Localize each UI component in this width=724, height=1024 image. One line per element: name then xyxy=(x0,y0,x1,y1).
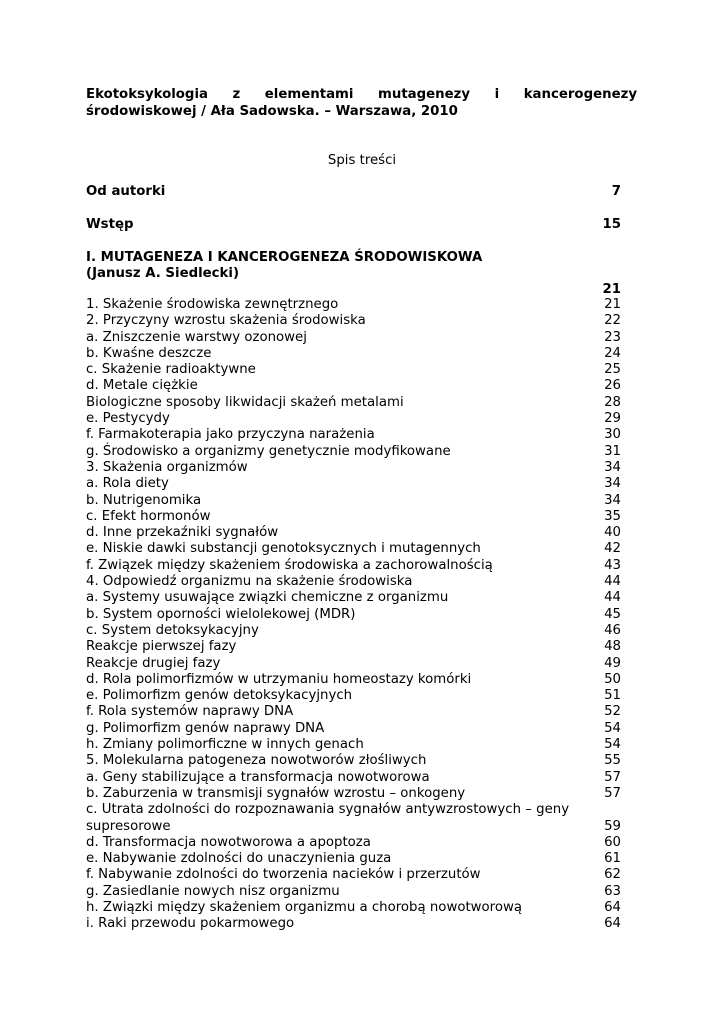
entry-title: Od autorki xyxy=(86,184,166,199)
toc-entry xyxy=(86,704,621,720)
toc-entry xyxy=(86,753,621,769)
entry-title: g. Zasiedlanie nowych nisz organizmu xyxy=(86,883,340,899)
toc-entry xyxy=(86,378,621,394)
title-line-1: Ekotoksykologia z elementami mutagenezy i kancerogenezy xyxy=(86,87,637,102)
entry-page: 21 xyxy=(604,297,621,312)
toc-entry xyxy=(86,297,621,313)
toc-entry xyxy=(86,721,621,737)
toc-entry-wstep xyxy=(86,216,621,233)
entry-title: f. Farmakoterapia jako przyczyna narażenia xyxy=(86,427,375,443)
toc-entry xyxy=(86,656,621,672)
toc-entry xyxy=(86,590,621,606)
chapter-page xyxy=(86,281,621,298)
chapter-author-text: (Janusz A. Siedlecki) xyxy=(86,266,240,281)
entry-title: g. Polimorfizm genów naprawy DNA xyxy=(86,720,325,736)
entry-page: 46 xyxy=(604,622,621,638)
chapter-author xyxy=(86,265,621,282)
toc-entry xyxy=(86,330,621,346)
entry-title: e. Nabywanie zdolności do unaczynienia guza xyxy=(86,851,392,867)
entry-page: 55 xyxy=(604,753,621,769)
entry-page: 34 xyxy=(604,476,621,492)
entry-title: g. Środowisko a organizmy genetycznie modyfikowane xyxy=(86,443,451,459)
entry-page: 35 xyxy=(604,508,621,524)
title-line-2: środowiskowej / Ała Sadowska. – Warszawa, 2010 xyxy=(86,104,458,119)
entry-title: c. Utrata zdolności do rozpoznawania sygnałów antywzrostowych – geny supresorowe xyxy=(86,802,570,834)
entry-page: 44 xyxy=(604,590,621,606)
entry-page: 26 xyxy=(604,378,621,394)
entry-page: 60 xyxy=(604,834,621,850)
toc-entry xyxy=(86,835,621,851)
entry-title: Reakcje drugiej fazy xyxy=(86,655,221,671)
entry-title: d. Rola polimorfizmów w utrzymaniu homeostazy komórki xyxy=(86,671,472,687)
entry-title: d. Inne przekaźniki sygnałów xyxy=(86,525,279,541)
toc-entry xyxy=(86,541,621,557)
entry-title: e. Pestycydy xyxy=(86,411,170,427)
entry-title: 1. Skażenie środowiska zewnętrznego xyxy=(86,297,339,312)
entry-title: c. System detoksykacyjny xyxy=(86,622,259,638)
entry-page: 34 xyxy=(604,492,621,508)
toc-entry xyxy=(86,444,621,460)
entry-page: 62 xyxy=(604,867,621,883)
entry-page: 64 xyxy=(604,899,621,915)
entry-title: d. Transformacja nowotworowa a apoptoza xyxy=(86,834,371,850)
toc-entry xyxy=(86,688,621,704)
toc-entry xyxy=(86,509,621,525)
entry-page: 15 xyxy=(602,217,621,232)
toc-entry xyxy=(86,427,621,443)
entry-page: 57 xyxy=(604,785,621,801)
entry-page: 29 xyxy=(604,411,621,427)
toc-entry xyxy=(86,884,621,900)
toc-entry xyxy=(86,867,621,883)
entry-page: 52 xyxy=(604,704,621,720)
entry-title: f. Związek między skażeniem środowiska a zachorowalnością xyxy=(86,557,493,573)
entry-title: e. Polimorfizm genów detoksykacyjnych xyxy=(86,688,353,704)
entry-title: a. Zniszczenie warstwy ozonowej xyxy=(86,329,307,345)
entry-title: b. Zaburzenia w transmisji sygnałów wzrostu – onkogeny xyxy=(86,785,466,801)
toc-entry xyxy=(86,476,621,492)
toc-entry xyxy=(86,395,621,411)
chapter-page-number: 21 xyxy=(602,282,621,297)
entry-title: f. Rola systemów naprawy DNA xyxy=(86,704,294,720)
entry-page: 64 xyxy=(604,916,621,932)
entry-page: 44 xyxy=(604,574,621,590)
toc-entry xyxy=(86,313,621,329)
entry-page: 23 xyxy=(604,329,621,345)
entry-page: 25 xyxy=(604,362,621,378)
entry-title: h. Zmiany polimorficzne w innych genach xyxy=(86,737,364,753)
entry-page: 48 xyxy=(604,639,621,655)
entry-page: 40 xyxy=(604,525,621,541)
toc-entry xyxy=(86,525,621,541)
toc-entry xyxy=(86,607,621,623)
toc-heading: Spis treści xyxy=(327,153,397,168)
entry-page: 43 xyxy=(604,557,621,573)
entry-title: h. Związki między skażeniem organizmu a chorobą nowotworową xyxy=(86,899,523,915)
toc-entry xyxy=(86,411,621,427)
entry-title: a. Geny stabilizujące a transformacja nowotworowa xyxy=(86,769,430,785)
entry-page: 54 xyxy=(604,737,621,753)
entry-title: b. System oporności wielolekowej (MDR) xyxy=(86,606,356,622)
entry-page: 22 xyxy=(604,313,621,329)
entry-title: i. Raki przewodu pokarmowego xyxy=(86,916,295,932)
toc-entry xyxy=(86,574,621,590)
toc-entry xyxy=(86,672,621,688)
entry-page: 7 xyxy=(611,184,621,199)
entry-page: 34 xyxy=(604,459,621,475)
toc-entry xyxy=(86,851,621,867)
toc-entry xyxy=(86,802,621,835)
entry-page: 28 xyxy=(604,394,621,410)
entry-page: 31 xyxy=(604,443,621,459)
entry-page: 57 xyxy=(604,769,621,785)
chapter-title xyxy=(86,249,621,266)
toc-list xyxy=(86,297,621,933)
entry-title: f. Nabywanie zdolności do tworzenia nacieków i przerzutów xyxy=(86,867,481,883)
entry-title: a. Systemy usuwające związki chemiczne z organizmu xyxy=(86,590,449,606)
entry-title: Wstęp xyxy=(86,217,134,232)
entry-title: Reakcje pierwszej fazy xyxy=(86,639,237,655)
toc-entry xyxy=(86,900,621,916)
entry-page: 30 xyxy=(604,427,621,443)
entry-page: 61 xyxy=(604,851,621,867)
entry-page: 63 xyxy=(604,883,621,899)
toc-entry-od-autorki xyxy=(86,183,621,200)
entry-title: 4. Odpowiedź organizmu na skażenie środowiska xyxy=(86,574,413,590)
entry-title: 5. Molekularna patogeneza nowotworów złośliwych xyxy=(86,753,427,769)
entry-title: b. Kwaśne deszcze xyxy=(86,345,212,361)
toc-entry xyxy=(86,623,621,639)
entry-title: 3. Skażenia organizmów xyxy=(86,459,248,475)
toc-entry xyxy=(86,737,621,753)
chapter-title-text: I. MUTAGENEZA I KANCEROGENEZA ŚRODOWISKOWA xyxy=(86,250,483,265)
entry-title: d. Metale ciężkie xyxy=(86,378,198,394)
entry-page: 54 xyxy=(604,720,621,736)
entry-title: a. Rola diety xyxy=(86,476,169,492)
toc-entry xyxy=(86,558,621,574)
entry-page: 42 xyxy=(604,541,621,557)
entry-title: 2. Przyczyny wzrostu skażenia środowiska xyxy=(86,313,366,329)
toc-entry xyxy=(86,916,621,932)
entry-title: c. Efekt hormonów xyxy=(86,508,211,524)
toc-entry xyxy=(86,362,621,378)
entry-title: Biologiczne sposoby likwidacji skażeń metalami xyxy=(86,394,404,410)
toc-entry xyxy=(86,493,621,509)
entry-title: e. Niskie dawki substancji genotoksycznych i mutagennych xyxy=(86,541,481,557)
entry-title: b. Nutrigenomika xyxy=(86,492,202,508)
entry-page: 50 xyxy=(604,671,621,687)
entry-title: c. Skażenie radioaktywne xyxy=(86,362,256,378)
entry-page: 24 xyxy=(604,345,621,361)
toc-entry xyxy=(86,460,621,476)
document-title xyxy=(86,86,637,120)
toc-entry xyxy=(86,346,621,362)
toc-entry xyxy=(86,786,621,802)
entry-page: 49 xyxy=(604,655,621,671)
toc-entry xyxy=(86,770,621,786)
toc-entry xyxy=(86,639,621,655)
entry-page: 59 xyxy=(604,818,621,834)
entry-page: 51 xyxy=(604,688,621,704)
entry-page: 45 xyxy=(604,606,621,622)
